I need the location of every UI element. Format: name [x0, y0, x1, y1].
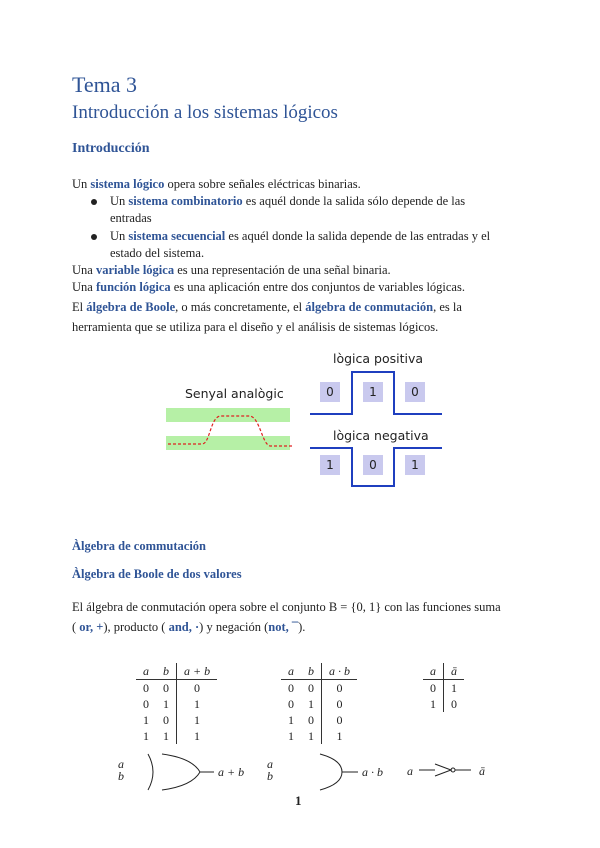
negative-value-box: 1	[320, 455, 340, 475]
section-heading-algebra-boole: Àlgebra de Boole de dos valores	[72, 567, 242, 581]
table-row: 0 0 0	[136, 680, 217, 697]
section-heading-algebra-commutacion: Àlgebra de commutación	[72, 539, 207, 553]
and-gate-inputs: a b	[267, 757, 273, 783]
term-sistema-secuencial: sistema secuencial	[128, 229, 226, 243]
and-gate-output: a · b	[362, 765, 383, 779]
truth-table-or: a b a + b 0 0 0 0 1 1 1 0 1 1 1 1	[136, 663, 217, 744]
negative-logic-label: lògica negativa	[333, 428, 429, 443]
positive-value-box: 1	[363, 382, 383, 402]
table-row: 0 1 0	[281, 696, 357, 712]
negative-value-box: 0	[363, 455, 383, 475]
and-gate-icon	[280, 750, 360, 794]
table-row: 1 0 0	[281, 712, 357, 728]
or-gate-icon	[140, 750, 215, 794]
keyword-and: and	[168, 620, 189, 634]
keyword-plus: +	[96, 620, 104, 634]
paragraph-sistema-logico: Un sistema lógico opera sobre señales eléctricas binarias.	[72, 177, 361, 191]
paragraph-algebra-boole: El álgebra de Boole, o más concretamente, el álgebra de conmutación, es la herramienta que se utiliza para el diseño y el análisis de sistemas lógicos.	[72, 300, 462, 334]
truth-table-and: a b a · b 0 0 0 0 1 0 1 0 0 1 1 1	[281, 663, 357, 744]
table-row: 1 0 1	[136, 712, 217, 728]
chapter-subtitle: Introducción a los sistemas lógicos	[72, 102, 338, 123]
table-row: 1 1 1	[136, 728, 217, 744]
paragraph-funcion-logica: Una función lógica es una aplicación entre dos conjuntos de variables lógicas.	[72, 280, 465, 294]
term-sistema-combinatorio: sistema combinatorio	[128, 194, 243, 208]
negative-value-box: 1	[405, 455, 425, 475]
paragraph-algebra-definition: El álgebra de conmutación opera sobre el conjunto B = {0, 1} con las funciones suma ( or, +), producto ( and, ·) y negación (not, ¯).	[72, 600, 501, 634]
not-gate-output: ā	[479, 764, 485, 778]
keyword-or: or	[79, 620, 90, 634]
table-row: 0 0 0	[281, 680, 357, 697]
positive-value-box: 0	[405, 382, 425, 402]
term-algebra-conmutacion: álgebra de conmutación	[305, 300, 434, 314]
bullet-combinatorio: Un sistema combinatorio es aquél donde la salida sólo depende de las entradas	[110, 193, 465, 227]
or-gate-output: a + b	[218, 765, 245, 779]
truth-table-not: a ā 0 1 1 0	[423, 663, 464, 712]
not-gate-icon	[417, 760, 477, 780]
term-algebra-boole: álgebra de Boole	[86, 300, 176, 314]
bullet-dot	[91, 234, 97, 240]
chapter-title: Tema 3	[72, 72, 138, 97]
table-row: 0 1	[423, 680, 464, 697]
table-row: 0 1 1	[136, 696, 217, 712]
bullet-secuencial: Un sistema secuencial es aquél donde la salida depende de las entradas y el estado del sistema.	[110, 228, 490, 262]
or-gate-inputs: a b	[118, 757, 124, 783]
term-funcion-logica: función lógica	[95, 280, 171, 294]
analog-signal-waveform	[166, 400, 296, 460]
term-variable-logica: variable lógica	[95, 263, 175, 277]
positive-value-box: 0	[320, 382, 340, 402]
section-heading-introduccion: Introducción	[72, 141, 150, 156]
keyword-bar: ¯	[291, 620, 299, 634]
page-number: 1	[295, 793, 302, 808]
keyword-not: not	[268, 620, 286, 634]
positive-logic-label: lògica positiva	[333, 351, 424, 366]
table-row: 1 1 1	[281, 728, 357, 744]
analog-signal-label: Senyal analògic	[185, 386, 284, 401]
not-gate-input: a	[407, 764, 413, 778]
bullet-dot	[91, 199, 97, 205]
term-sistema-logico: sistema lógico	[90, 177, 165, 191]
keyword-dot: ·	[195, 620, 200, 634]
table-row: 1 0	[423, 696, 464, 712]
paragraph-variable-logica: Una variable lógica es una representación de una señal binaria.	[72, 263, 391, 277]
